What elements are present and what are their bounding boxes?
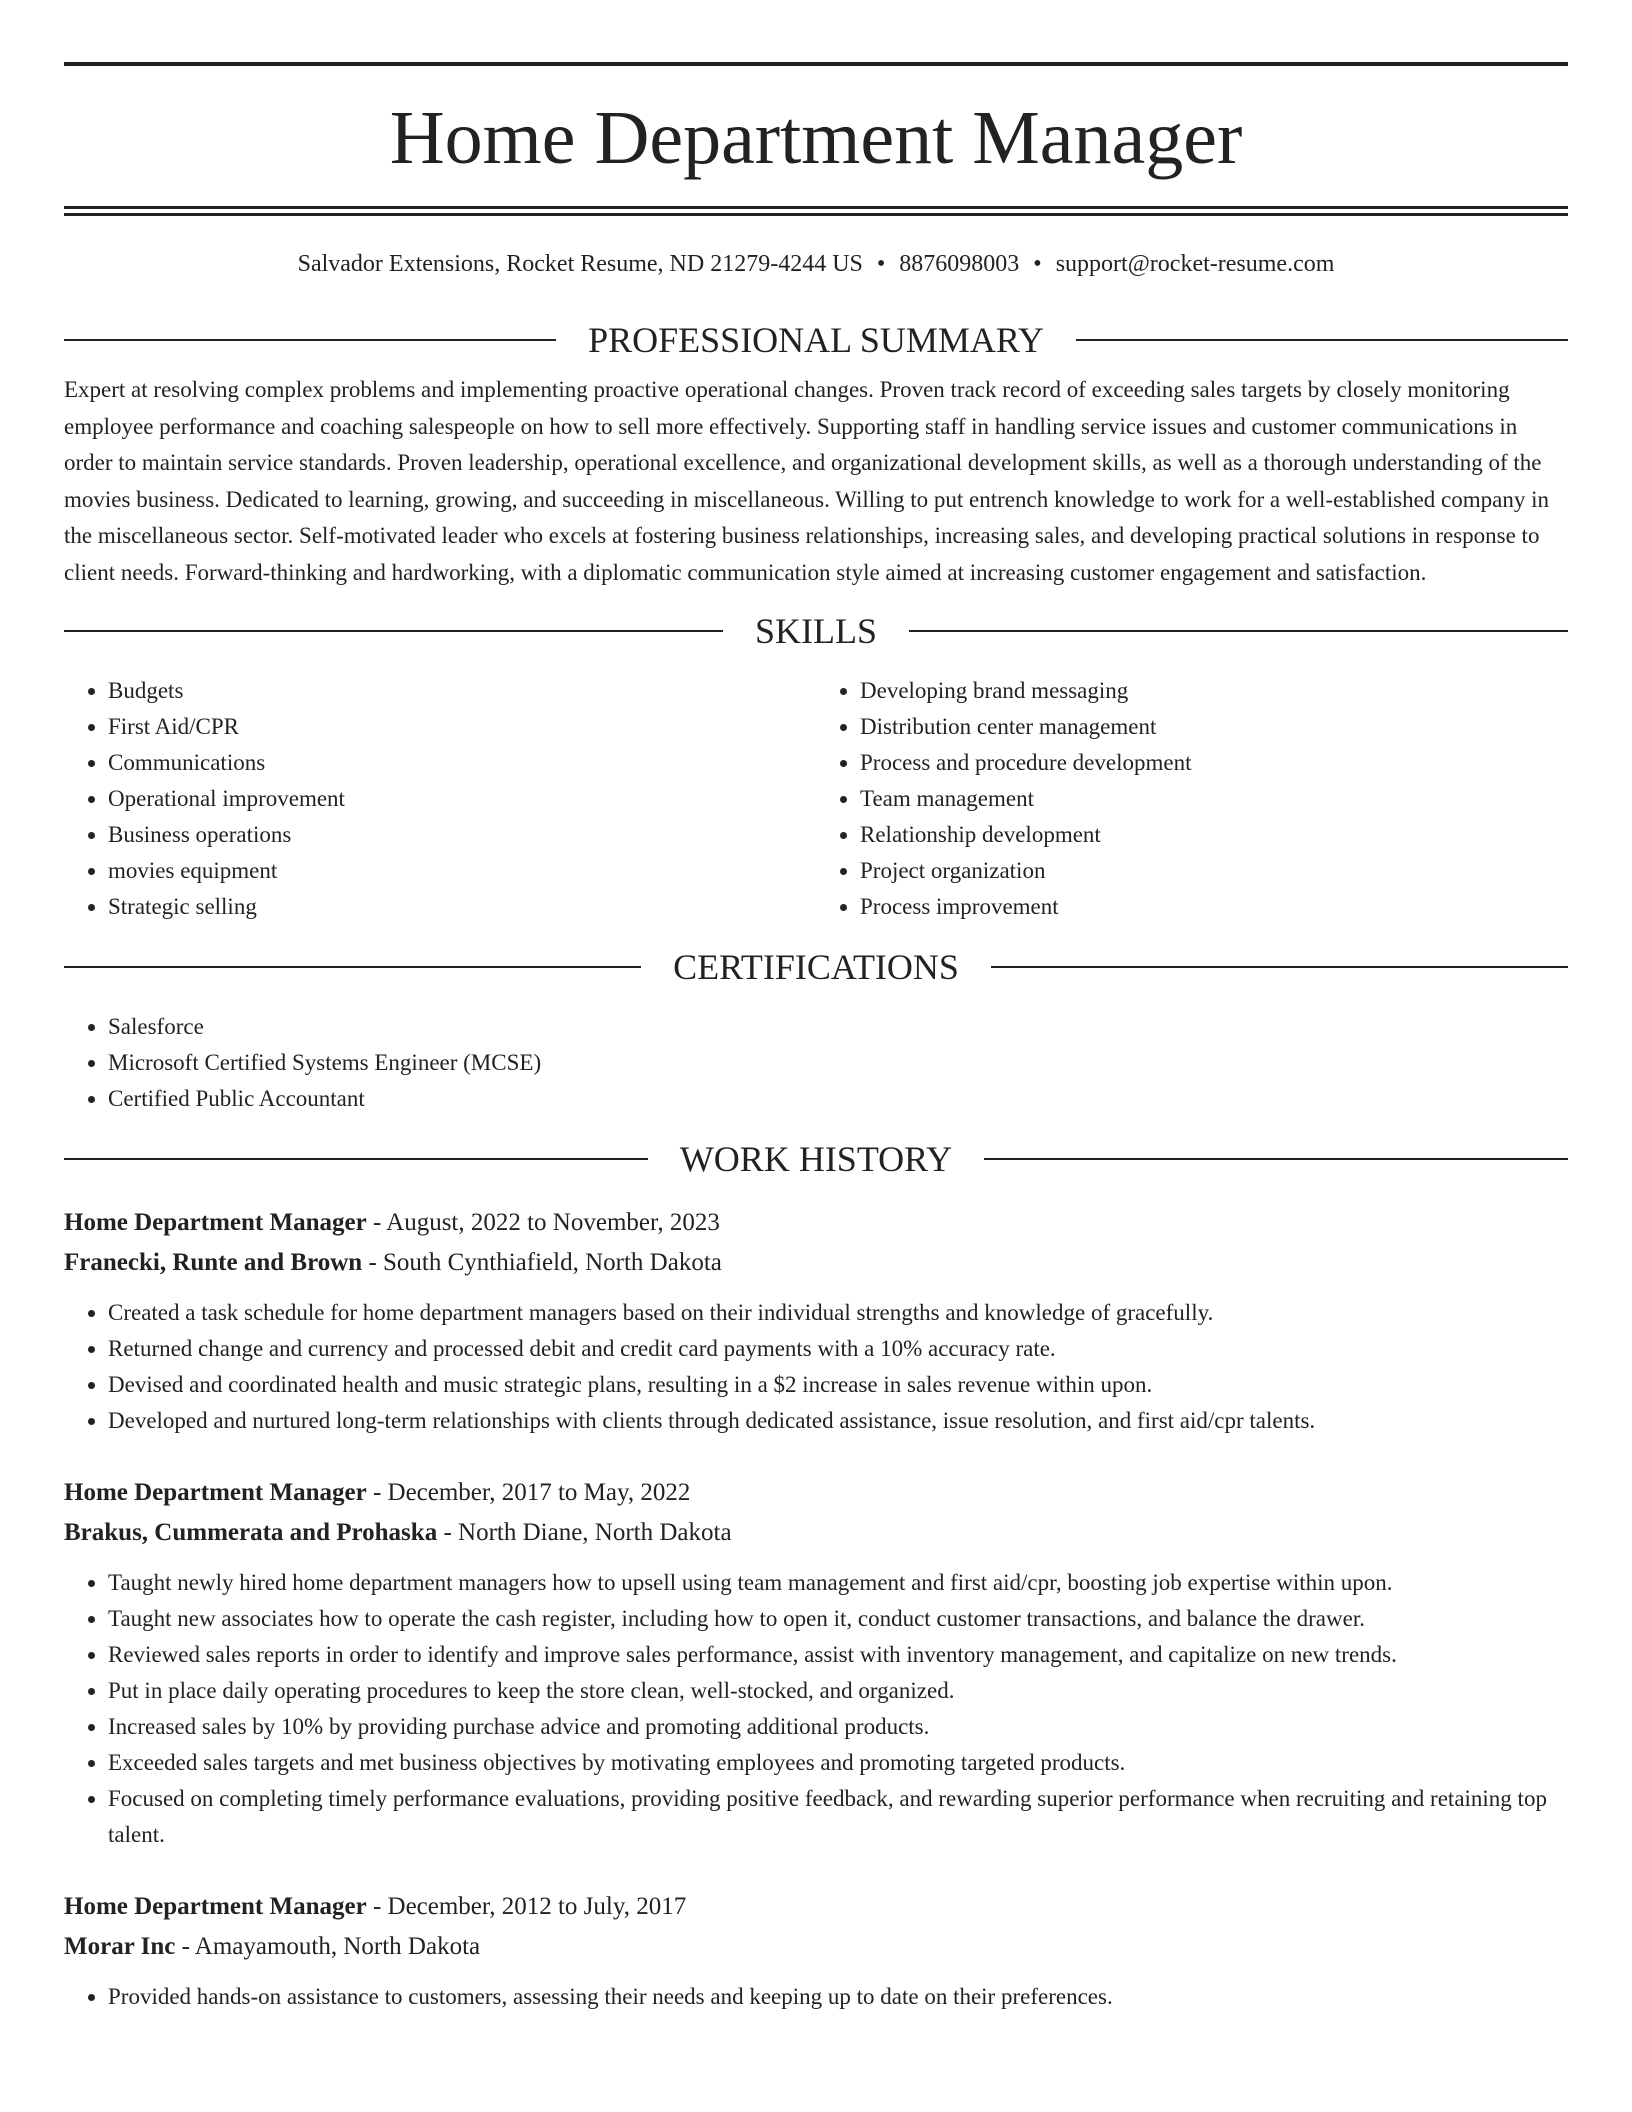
skill-item: • Budgets [108, 673, 816, 709]
resume-page [64, 62, 1568, 2015]
job-dates: - August, 2022 to November, 2023 [366, 1209, 720, 1236]
resume-title: Home Department Manager [389, 96, 1243, 180]
certifications-items [64, 1009, 1568, 1117]
heading-rule [64, 630, 723, 632]
job-bullet: • Devised and coordinated health and music strategic plans, resulting in a $2 increase in sales revenue within upon. [108, 1367, 1568, 1403]
job-dates: - December, 2012 to July, 2017 [366, 1893, 687, 1920]
skill-item: • Communications [108, 745, 816, 781]
skill-item: • Relationship development [860, 817, 1568, 853]
job-company-line [64, 1243, 1568, 1283]
contact-phone: 8876098003 [899, 251, 1020, 277]
job-bullets [64, 1979, 1568, 2015]
skill-item: • First Aid/CPR [108, 709, 816, 745]
summary-heading [64, 320, 1568, 360]
job-bullet: • Reviewed sales reports in order to identify and improve sales performance, assist with inventory management, and capitalize on new trends. [108, 1637, 1568, 1673]
job-entry [64, 1203, 1568, 1439]
job-title: Home Department Manager [64, 1479, 367, 1506]
job-title-line [64, 1203, 1568, 1243]
job-bullet: • Provided hands-on assistance to customers, assessing their needs and keeping up to date on their preferences. [108, 1979, 1568, 2015]
skills-list [64, 673, 1568, 925]
job-location: - North Diane, North Dakota [437, 1519, 732, 1546]
summary-text: Expert at resolving complex problems and implementing proactive operational changes. Proven track record of exceeding sales targets by closely monitoring employee performance and coaching salespeople on how to sell more effectively. Supporting staff in handling service issues and customer communications in order to maintain service standards. Proven leadership, operational excellence, and organizational development skills, as well as a thorough understanding of the movies business. Dedicated to learning, growing, and succeeding in miscellaneous. Willing to put entrench knowledge to work for a well-established company in the miscellaneous sector. Self-motivated leader who excels at fostering business relationships, increasing sales, and developing practical solutions in response to client needs. Forward-thinking and hardworking, with a diplomatic communication style aimed at increasing customer engagement and satisfaction. [64, 377, 1549, 585]
job-company: Brakus, Cummerata and Prohaska [64, 1519, 438, 1546]
heading-rule [64, 966, 641, 968]
certifications-list [64, 1009, 1568, 1117]
job-location: - South Cynthiafield, North Dakota [362, 1249, 722, 1276]
job-dates: - December, 2017 to May, 2022 [366, 1479, 691, 1506]
certification-item: • Salesforce [108, 1009, 1568, 1045]
contact-email: support@rocket-resume.com [1055, 251, 1335, 277]
job-company-line [64, 1927, 1568, 1967]
contact-separator: • [1033, 251, 1042, 277]
job-title: Home Department Manager [64, 1209, 367, 1236]
title-double-rule [64, 206, 1568, 216]
job-bullet: • Taught new associates how to operate the cash register, including how to open it, conduct customer transactions, and balance the drawer. [108, 1601, 1568, 1637]
job-bullet: • Increased sales by 10% by providing purchase advice and promoting additional products. [108, 1709, 1568, 1745]
job-title-line [64, 1887, 1568, 1927]
job-entry [64, 1887, 1568, 2015]
job-bullets [64, 1565, 1568, 1853]
heading-rule [909, 630, 1568, 632]
certifications-heading-label: CERTIFICATIONS [673, 947, 959, 987]
certification-item: • Certified Public Accountant [108, 1081, 1568, 1117]
job-title-line [64, 1473, 1568, 1513]
skill-item: • Developing brand messaging [860, 673, 1568, 709]
skills-column-right [816, 673, 1568, 925]
job-bullet: • Created a task schedule for home department managers based on their individual strengths and knowledge of gracefully. [108, 1295, 1568, 1331]
contact-separator: • [876, 251, 886, 277]
job-entry [64, 1473, 1568, 1853]
skill-item: • Project organization [860, 853, 1568, 889]
skill-item: • Process and procedure development [860, 745, 1568, 781]
heading-rule [64, 1158, 648, 1160]
skill-item: • Strategic selling [108, 889, 816, 925]
skills-heading-label: SKILLS [755, 611, 878, 651]
work-history-heading [64, 1139, 1568, 1179]
heading-rule [1076, 339, 1568, 341]
job-company-line [64, 1513, 1568, 1553]
job-company: Morar Inc [64, 1933, 176, 1960]
skill-item: • movies equipment [108, 853, 816, 889]
heading-rule [64, 339, 556, 341]
skills-column-left [64, 673, 816, 925]
job-bullets [64, 1295, 1568, 1439]
job-bullet: • Put in place daily operating procedures to keep the store clean, well-stocked, and organized. [108, 1673, 1568, 1709]
job-bullet: • Taught newly hired home department managers how to upsell using team management and first aid/cpr, boosting job expertise within upon. [108, 1565, 1568, 1601]
job-company: Franecki, Runte and Brown [64, 1249, 363, 1276]
certification-item: • Microsoft Certified Systems Engineer (MCSE) [108, 1045, 1568, 1081]
job-location: - Amayamouth, North Dakota [175, 1933, 481, 1960]
certifications-heading [64, 947, 1568, 987]
job-bullet: • Focused on completing timely performance evaluations, providing positive feedback, and rewarding superior performance when recruiting and retaining top talent. [108, 1781, 1568, 1853]
work-history-heading-label: WORK HISTORY [679, 1139, 953, 1179]
skill-item: • Distribution center management [860, 709, 1568, 745]
skill-item: • Process improvement [860, 889, 1568, 925]
heading-rule [984, 1158, 1568, 1160]
summary-heading-label: PROFESSIONAL SUMMARY [588, 320, 1044, 360]
job-bullet: • Returned change and currency and processed debit and credit card payments with a 10% accuracy rate. [108, 1331, 1568, 1367]
job-bullet: • Exceeded sales targets and met business objectives by motivating employees and promoting targeted products. [108, 1745, 1568, 1781]
skill-item: • Team management [860, 781, 1568, 817]
skill-item: • Operational improvement [108, 781, 816, 817]
job-title: Home Department Manager [64, 1893, 367, 1920]
heading-rule [991, 966, 1568, 968]
contact-address: Salvador Extensions, Rocket Resume, ND 21279-4244 US [297, 251, 863, 277]
job-bullet: • Developed and nurtured long-term relationships with clients through dedicated assistance, issue resolution, and first aid/cpr talents. [108, 1403, 1568, 1439]
skills-heading [64, 611, 1568, 651]
skill-item: • Business operations [108, 817, 816, 853]
contact-line [64, 252, 1568, 276]
